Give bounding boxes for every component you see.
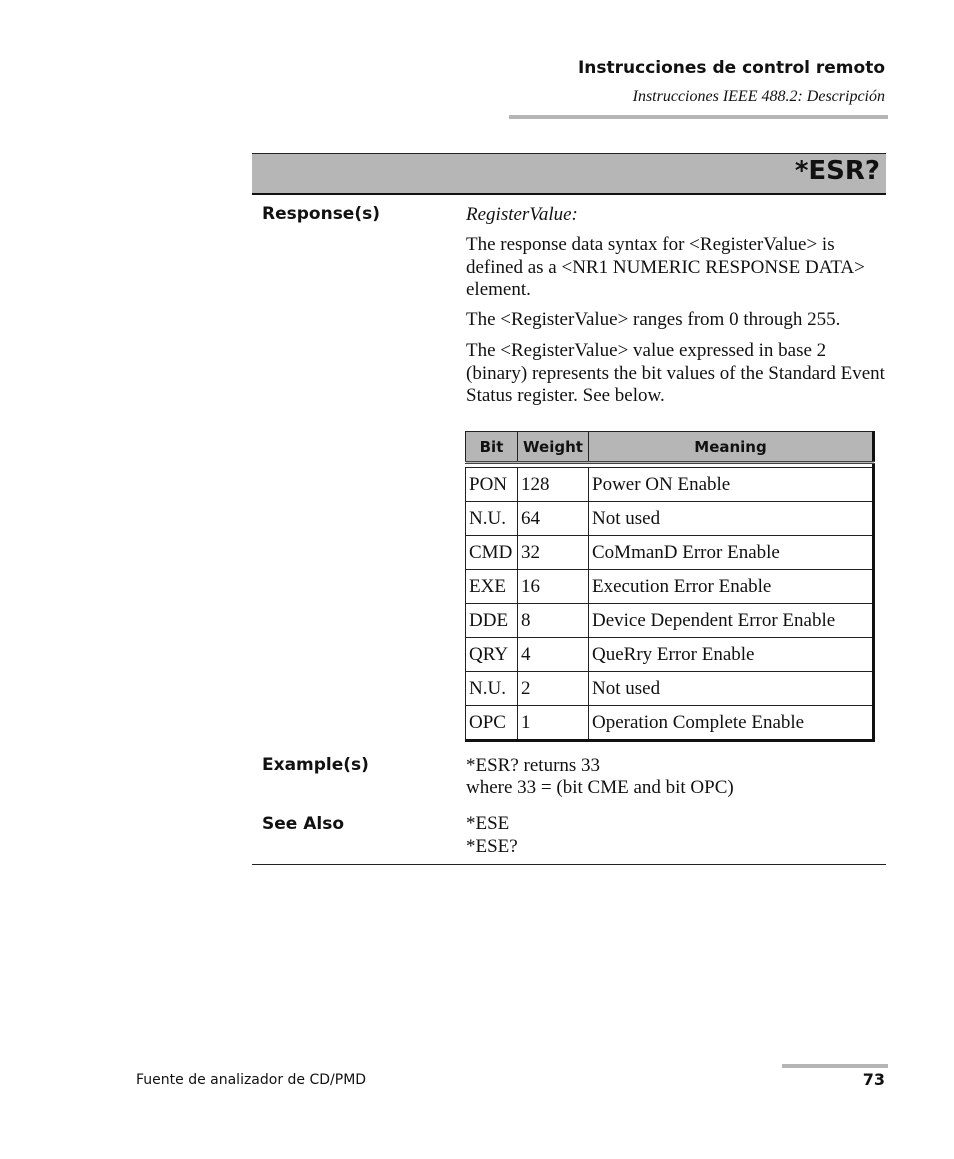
page-number: 73 <box>862 1070 885 1089</box>
response-paragraph-2: The <RegisterValue> ranges from 0 through 255. <box>466 309 841 330</box>
weight-cell: 1 <box>518 706 589 741</box>
footer-document-title: Fuente de analizador de CD/PMD <box>136 1072 367 1088</box>
meaning-cell: QueRry Error Enable <box>589 638 874 672</box>
bit-cell: OPC <box>466 706 518 741</box>
meaning-cell: Not used <box>589 502 874 536</box>
footer-rule <box>782 1064 888 1068</box>
weight-cell: 64 <box>518 502 589 536</box>
bit-cell: CMD <box>466 536 518 570</box>
section-end-rule <box>252 864 886 865</box>
example-line-1: *ESR? returns 33 <box>466 755 601 776</box>
bit-cell: N.U. <box>466 502 518 536</box>
bit-cell: N.U. <box>466 672 518 706</box>
bit-cell: QRY <box>466 638 518 672</box>
meaning-cell: CoMmanD Error Enable <box>589 536 874 570</box>
see-also-link-ese[interactable]: *ESE <box>466 813 510 834</box>
bit-cell: PON <box>466 468 518 502</box>
bit-cell: EXE <box>466 570 518 604</box>
response-label: Response(s) <box>262 204 380 224</box>
table-row <box>466 604 874 638</box>
command-title: *ESR? <box>794 156 880 186</box>
header-subtitle: Instrucciones IEEE 488.2: Descripción <box>632 88 885 105</box>
see-also-label: See Also <box>262 814 345 834</box>
response-paragraph-1: The response data syntax for <RegisterValue> is defined as a <NR1 NUMERIC RESPONSE DATA> element. <box>466 234 865 300</box>
weight-cell: 128 <box>518 468 589 502</box>
table-row <box>466 502 874 536</box>
weight-cell: 4 <box>518 638 589 672</box>
table-row <box>466 468 874 502</box>
table-row <box>466 672 874 706</box>
command-bar <box>252 153 886 195</box>
weight-cell: 2 <box>518 672 589 706</box>
table-row <box>466 638 874 672</box>
meaning-cell: Device Dependent Error Enable <box>589 604 874 638</box>
weight-header: Weight <box>518 432 589 463</box>
weight-cell: 16 <box>518 570 589 604</box>
response-paragraph-3: The <RegisterValue> value expressed in base 2 (binary) represents the bit values of the Standard Event Status register. See below. <box>466 340 885 406</box>
weight-cell: 8 <box>518 604 589 638</box>
meaning-cell: Not used <box>589 672 874 706</box>
header-rule <box>509 115 888 119</box>
meaning-cell: Power ON Enable <box>589 468 874 502</box>
response-value-name: RegisterValue: <box>466 204 578 225</box>
table-row <box>466 536 874 570</box>
meaning-cell: Execution Error Enable <box>589 570 874 604</box>
see-also-link-ese-query[interactable]: *ESE? <box>466 836 518 857</box>
bit-table <box>465 431 875 742</box>
bit-header: Bit <box>466 432 518 463</box>
example-label: Example(s) <box>262 755 369 775</box>
header-title: Instrucciones de control remoto <box>577 58 885 78</box>
bit-cell: DDE <box>466 604 518 638</box>
table-row <box>466 570 874 604</box>
example-line-2: where 33 = (bit CME and bit OPC) <box>466 777 734 798</box>
table-row <box>466 706 874 741</box>
meaning-cell: Operation Complete Enable <box>589 706 874 741</box>
weight-cell: 32 <box>518 536 589 570</box>
meaning-header: Meaning <box>589 432 874 463</box>
